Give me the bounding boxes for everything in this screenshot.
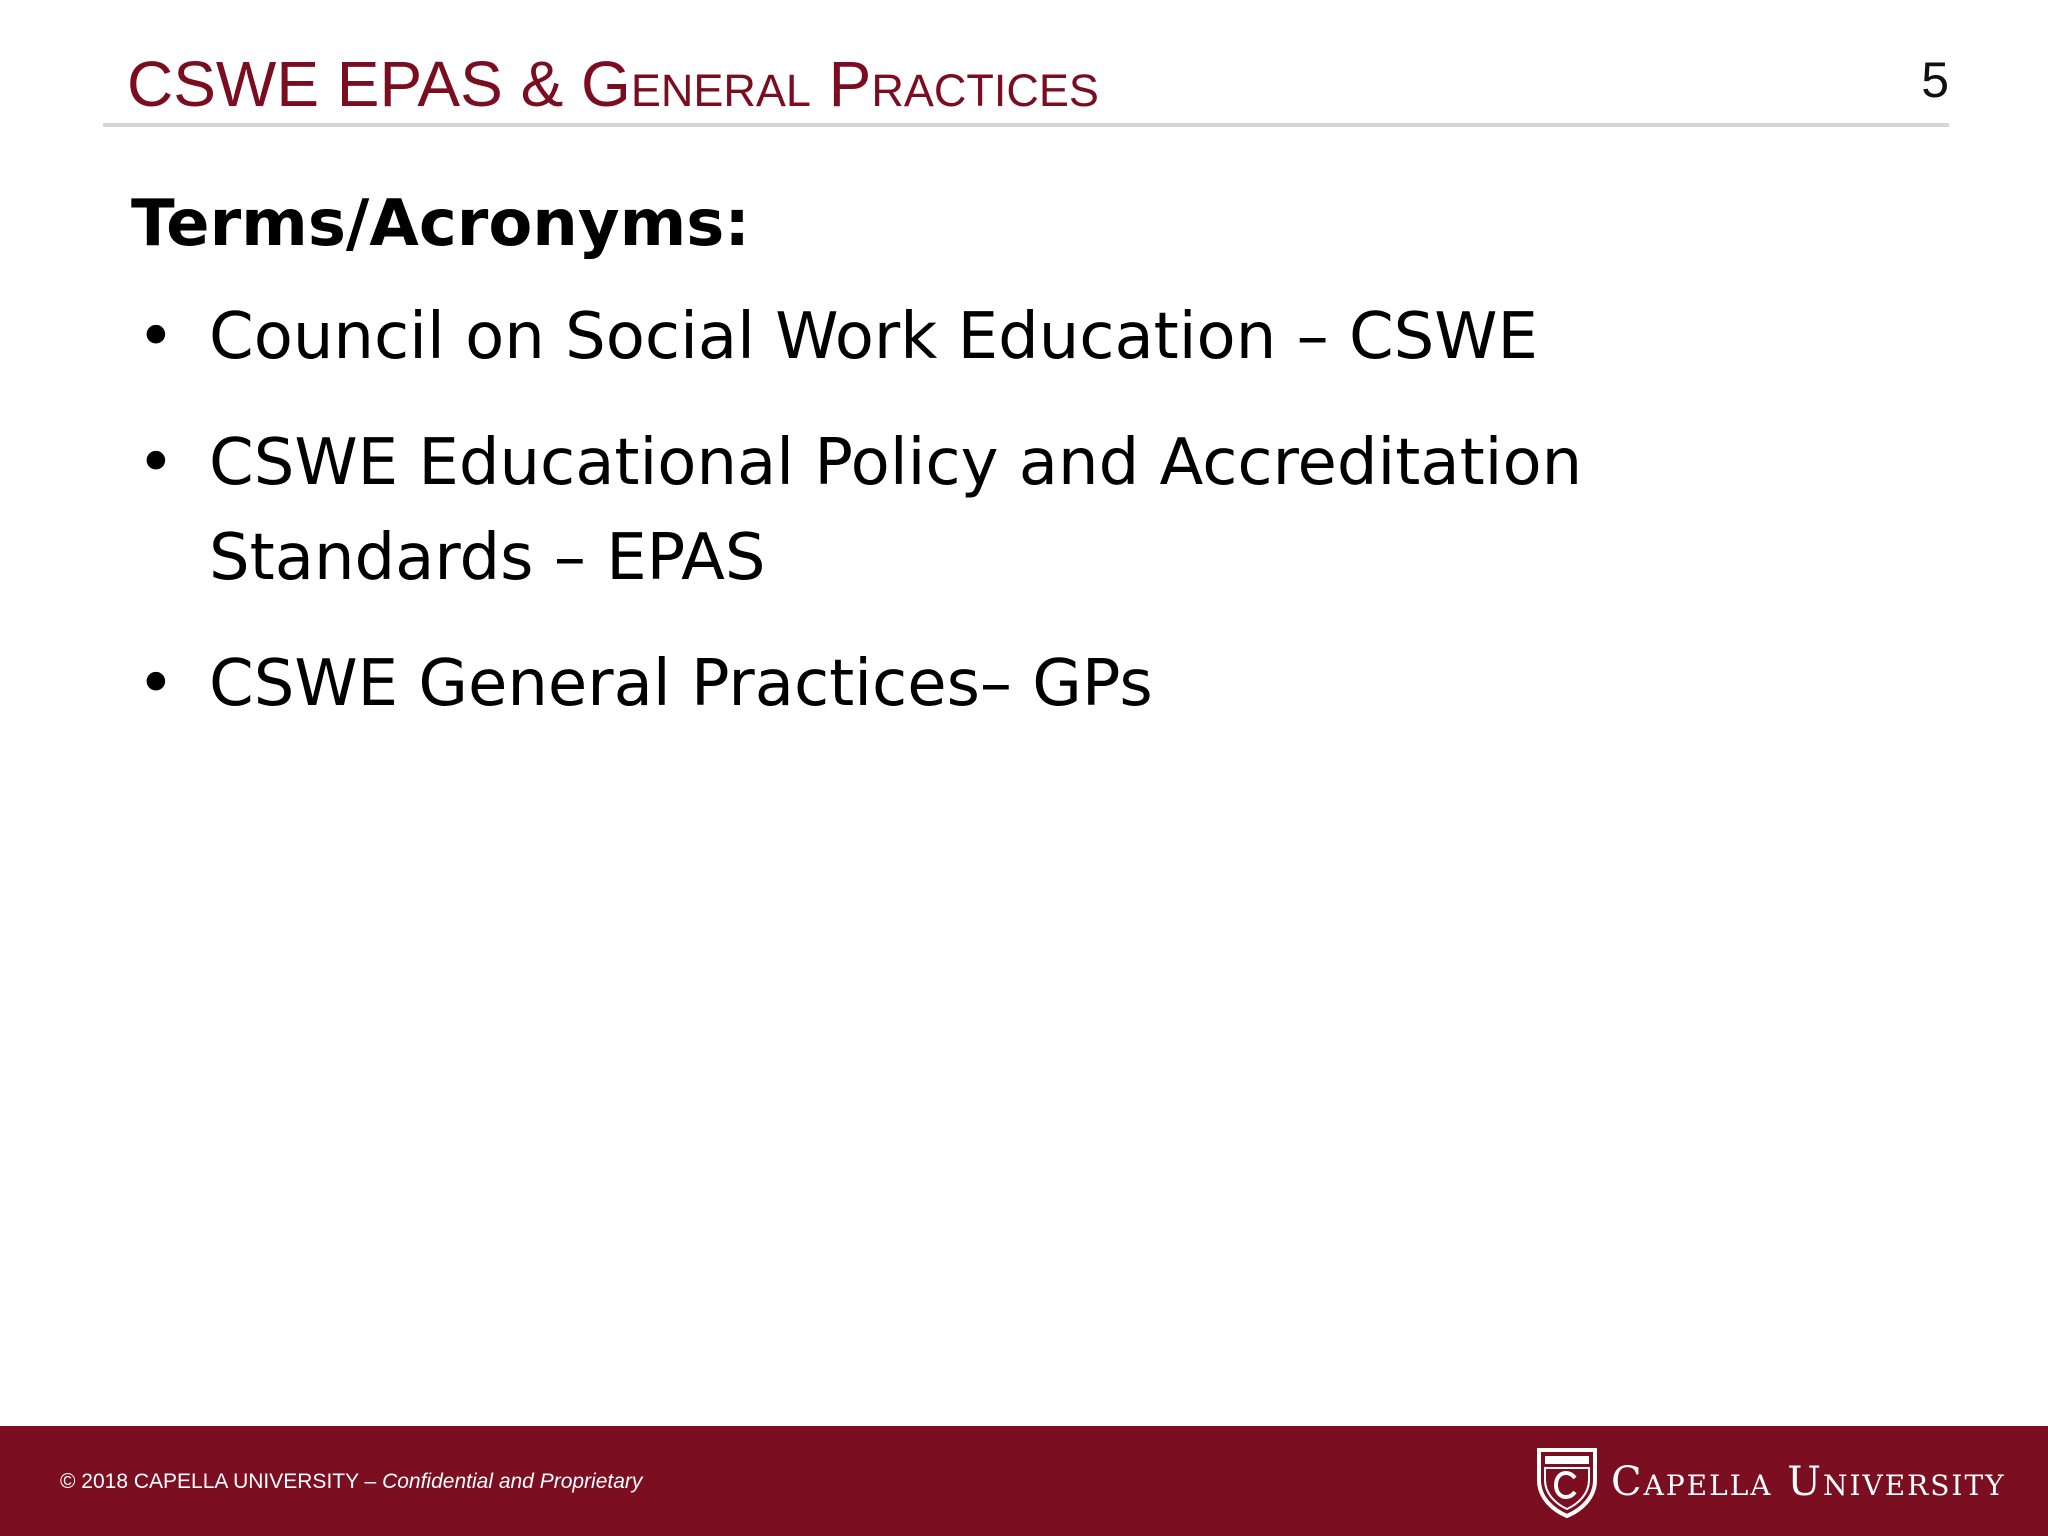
confidential-text: Confidential and Proprietary bbox=[382, 1470, 643, 1493]
term-text: Council on Social Work Education – CSWE bbox=[209, 300, 1538, 374]
bullet-icon: • bbox=[137, 426, 175, 500]
copyright-text: © 2018 CAPELLA UNIVERSITY – bbox=[60, 1470, 383, 1493]
terms-list bbox=[131, 290, 1831, 732]
university-logo bbox=[1535, 1446, 2025, 1518]
term-text: CSWE General Practices– GPs bbox=[209, 647, 1153, 721]
list-item bbox=[131, 416, 1831, 606]
bullet-icon: • bbox=[137, 647, 175, 721]
list-item bbox=[131, 637, 1831, 732]
term-text: CSWE Educational Policy and Accreditation Standards – EPAS bbox=[209, 426, 1583, 595]
title-divider bbox=[103, 123, 1949, 127]
content-heading: Terms/Acronyms: bbox=[131, 187, 750, 261]
footer-bar bbox=[0, 1426, 2048, 1536]
slide-title: CSWE EPAS & General Practices bbox=[127, 48, 1099, 120]
slide-number: 5 bbox=[1921, 52, 1949, 108]
footer-copyright bbox=[60, 1469, 642, 1495]
list-item bbox=[131, 290, 1831, 385]
logo-text: Capella University bbox=[1611, 1459, 2006, 1505]
slide-content bbox=[131, 180, 1831, 763]
shield-icon bbox=[1535, 1446, 1599, 1518]
bullet-icon: • bbox=[137, 300, 175, 374]
